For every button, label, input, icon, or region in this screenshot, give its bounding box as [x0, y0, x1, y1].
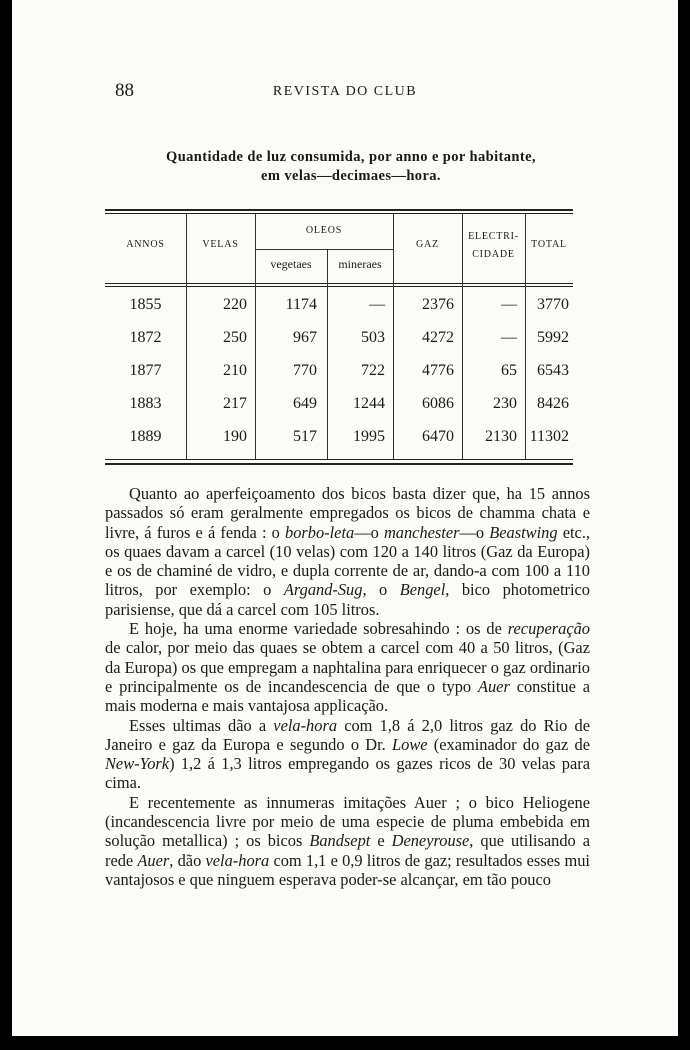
text-run: e: [370, 831, 392, 851]
text-run: E hoje, ha uma enorme variedade sobresahindo : os de: [129, 619, 508, 639]
table-bottom-rule: [105, 463, 573, 465]
cell-gaz: 6086: [422, 395, 454, 412]
italic-run: New-York: [105, 754, 170, 774]
text-run: de calor, por meio das quaes se obtem a carcel com 40 a 50 litros, (Gaz da Europa) os que empregam a naphtalina para enriquecer o gaz ordinario e principalmente os de incandescencia de que o typo: [105, 638, 590, 696]
cell-velas: 217: [223, 395, 247, 412]
text-run: com 1,8 á 2,0 litros gaz do Rio de Janeiro e gaz da Europa e segundo o Dr.: [105, 715, 590, 754]
italic-run: Beastwing: [489, 522, 558, 542]
italic-run: vela-hora: [273, 715, 338, 735]
header-electricidade-1: ELECTRI-: [468, 231, 519, 242]
header-oleos: OLEOS: [305, 225, 343, 236]
paragraph-hoje: [105, 619, 590, 715]
header-bottom-rule: [105, 283, 573, 284]
cell-vegetaes: 770: [293, 362, 317, 379]
text-run: , dão: [169, 850, 206, 870]
cell-anno: 1855: [129, 296, 162, 313]
header-velas: VELAS: [202, 239, 239, 250]
cell-mineraes: 503: [361, 329, 385, 346]
cell-velas: 220: [223, 296, 247, 313]
text-run: —o: [459, 522, 490, 542]
paragraph-recentemente: [105, 793, 590, 889]
running-head: REVISTA DO CLUB: [272, 84, 418, 99]
cell-gaz: 4776: [422, 362, 454, 379]
cell-total: 11302: [529, 428, 569, 445]
cell-vegetaes: 967: [293, 329, 317, 346]
cell-total: 6543: [537, 362, 569, 379]
cell-anno: 1889: [129, 428, 162, 445]
cell-mineraes: —: [369, 296, 385, 313]
text-run: com 1,1 e 0,9 litros de gaz; resultados esses mui vantajosos e que ninguem esperava poder-se alcançar, em tão pouco: [105, 850, 590, 889]
italic-run: Auer: [137, 850, 170, 870]
cell-total: 8426: [537, 395, 569, 412]
italic-run: vela-hora: [205, 850, 270, 870]
italic-run: Auer: [477, 676, 510, 696]
text-run: etc., os quaes davam a carcel (10 velas) com 120 a 140 litros (Gaz da Europa) e os de chaminé de vidro, e dupla corrente de ar, dando-a com 100 a 110 litros, por exemplo: o: [105, 522, 591, 600]
header-gaz: GAZ: [416, 239, 439, 250]
text-run: Esses ultimas dão a: [129, 715, 274, 735]
table-caption: [108, 148, 594, 186]
cell-gaz: 6470: [422, 428, 454, 445]
cell-anno: 1877: [129, 362, 162, 379]
cell-electricidade: 2130: [485, 428, 517, 445]
text-run: constitue a mais moderna e mais vantajosa applicação.: [105, 676, 590, 716]
cell-anno: 1872: [129, 329, 162, 346]
text-run: , bico photometrico parisiense, que dá a carcel com 105 litros.: [105, 580, 590, 619]
text-run: (examinador do gaz de: [427, 734, 590, 754]
text-run: Quanto ao aperfeiçoamento dos bicos basta dizer que, ha 15 annos passados só eram geralmente empregados os bicos de chamma chata e livre, á furos e á fenda : o: [105, 484, 590, 542]
text-run: , o: [362, 580, 400, 600]
caption-line-2: em velas—decimaes—hora.: [261, 168, 441, 184]
header-mineraes: mineraes: [338, 257, 382, 271]
cell-velas: 190: [223, 428, 247, 445]
cell-anno: 1883: [129, 395, 162, 412]
table-top-rule-thin: [105, 213, 573, 214]
text-run: E recentemente as innumeras imitações Auer ; o bico Heliogene (incandescencia livre por meio de uma especie de pluma embebida em solução metallica) ; os bicos: [105, 792, 590, 851]
text-run: , que utilisando a rede: [105, 831, 590, 870]
cell-velas: 250: [223, 329, 247, 346]
text-run: —o: [354, 522, 384, 542]
cell-mineraes: 1995: [353, 428, 385, 445]
paragraph-bicos: [105, 484, 590, 619]
cell-mineraes: 722: [361, 362, 385, 379]
light-consumption-table: [105, 209, 573, 467]
cell-vegetaes: 1174: [285, 296, 317, 313]
header-total: TOTAL: [531, 239, 567, 250]
italic-run: Argand-Sug: [283, 580, 363, 600]
cell-total: 3770: [537, 296, 569, 313]
text-run: ) 1,2 á 1,3 litros empregando os gazes ricos de 30 velas para cima.: [105, 754, 590, 793]
cell-electricidade: 230: [493, 395, 517, 412]
header-electricidade-2: CIDADE: [472, 249, 515, 260]
cell-mineraes: 1244: [353, 395, 385, 412]
cell-electricidade: —: [501, 296, 517, 313]
header-bottom-rule-2: [105, 286, 573, 287]
cell-vegetaes: 517: [293, 428, 317, 445]
paragraph-esses: [105, 716, 590, 793]
oleos-subheader-rule: [255, 249, 393, 250]
page-number: 88: [115, 80, 134, 101]
caption-line-1: Quantidade de luz consumida, por anno e por habitante,: [166, 149, 536, 165]
cell-electricidade: —: [501, 329, 517, 346]
cell-total: 5992: [537, 329, 569, 346]
italic-run: Bengel: [399, 580, 446, 600]
italic-run: manchester: [383, 522, 460, 542]
cell-vegetaes: 649: [293, 395, 317, 412]
cell-electricidade: 65: [501, 362, 517, 379]
cell-gaz: 4272: [422, 329, 454, 346]
cell-velas: 210: [223, 362, 247, 379]
italic-run: recuperação: [507, 619, 590, 639]
table-top-rule: [105, 209, 573, 211]
table-bottom-rule-thin: [105, 459, 573, 460]
italic-run: Bandsept: [309, 831, 371, 851]
italic-run: Lowe: [392, 734, 428, 754]
italic-run: Deneyrouse: [391, 831, 470, 851]
cell-gaz: 2376: [422, 296, 454, 313]
header-vegetaes: vegetaes: [270, 257, 312, 271]
header-annos: ANNOS: [126, 239, 165, 250]
page-header: [12, 80, 678, 104]
book-page: [12, 0, 678, 1036]
body-text: [105, 484, 590, 889]
italic-run: borbo-leta: [285, 522, 355, 542]
